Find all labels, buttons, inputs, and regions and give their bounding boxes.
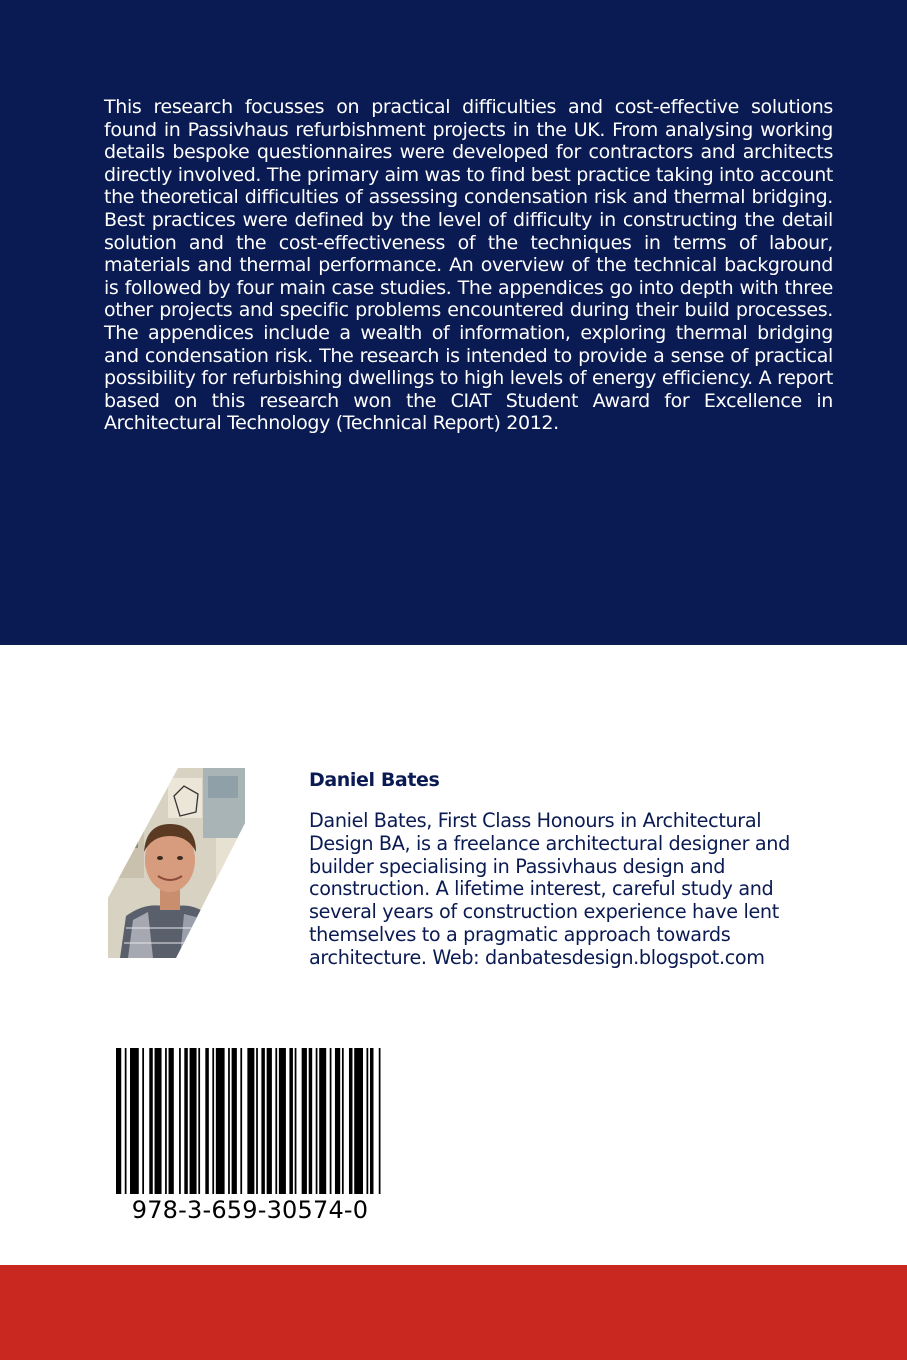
barcode-bar bbox=[261, 1048, 265, 1194]
bottom-color-band bbox=[0, 1265, 907, 1360]
barcode-bar bbox=[316, 1048, 318, 1194]
barcode-bar bbox=[155, 1048, 162, 1194]
barcode-bar bbox=[169, 1048, 174, 1194]
blurb-panel bbox=[0, 0, 907, 645]
author-photo bbox=[108, 768, 245, 958]
barcode-bar bbox=[289, 1048, 293, 1194]
barcode-bar bbox=[354, 1048, 363, 1194]
barcode-bar bbox=[379, 1048, 381, 1194]
barcode-bar bbox=[302, 1048, 307, 1194]
barcode-bar bbox=[295, 1048, 297, 1194]
barcode-bar bbox=[330, 1048, 332, 1194]
barcode-bar bbox=[267, 1048, 272, 1194]
barcode-bar bbox=[240, 1048, 242, 1194]
barcode-bar bbox=[279, 1048, 286, 1194]
barcode-bar bbox=[216, 1048, 225, 1194]
barcode-bar bbox=[335, 1048, 340, 1194]
barcode-bar bbox=[130, 1048, 139, 1194]
author-name: Daniel Bates bbox=[309, 769, 440, 791]
barcode-bar bbox=[256, 1048, 258, 1194]
barcode-bar bbox=[125, 1048, 127, 1194]
barcode-bar bbox=[116, 1048, 121, 1194]
barcode-bar bbox=[309, 1048, 313, 1194]
barcode-bar bbox=[349, 1048, 353, 1194]
barcode-bar bbox=[165, 1048, 167, 1194]
barcode-bar bbox=[149, 1048, 153, 1194]
barcode-bar bbox=[370, 1048, 374, 1194]
barcode-bar bbox=[342, 1048, 344, 1194]
author-biography: Daniel Bates, First Class Honours in Architectural Design BA, is a freelance architectural designer and builder specialising in Passivhaus design and construction. A lifetime interest, careful study and several years of construction experience have lent themselves to a pragmatic approach towards architecture. Web: danbatesdesign.blogspot.com bbox=[309, 809, 790, 969]
barcode-bar bbox=[319, 1048, 326, 1194]
barcode-bar bbox=[205, 1048, 209, 1194]
barcode-bar bbox=[190, 1048, 197, 1194]
isbn-number: 978-3-659-30574-0 bbox=[131, 1196, 369, 1224]
barcode-bar bbox=[366, 1048, 368, 1194]
barcode-bar bbox=[198, 1048, 200, 1194]
barcode-bar bbox=[212, 1048, 214, 1194]
barcode-bar bbox=[179, 1048, 181, 1194]
book-description: This research focusses on practical difficulties and cost-effective solutions found in Passivhaus refurbishment projects in the UK. From analysing working details bespoke questionnaires were developed for contractors and architects directly involved. The primary aim was to find best practice taking into account the theoretical difficulties of assessing condensation risk and thermal bridging. Best practices were defined by the level of difficulty in constructing the detail solution and the cost-effectiveness of the techniques in terms of labour, materials and thermal performance. An overview of the technical background is followed by four main case studies. The appendices go into depth with three other projects and specific problems encountered during their build processes. The appendices include a wealth of information, exploring thermal bridging and condensation risk. The research is intended to provide a sense of practical possibility for refurbishing dwellings to high levels of energy efficiency. A report based on this research won the CIAT Student Award for Excellence in Architectural Technology (Technical Report) 2012. bbox=[104, 96, 833, 435]
barcode-bar bbox=[142, 1048, 144, 1194]
barcode-bar bbox=[275, 1048, 277, 1194]
barcode-bar bbox=[228, 1048, 230, 1194]
barcode-bar bbox=[184, 1048, 188, 1194]
barcode-bar bbox=[232, 1048, 237, 1194]
barcode-icon bbox=[116, 1048, 384, 1194]
barcode-bar bbox=[247, 1048, 254, 1194]
